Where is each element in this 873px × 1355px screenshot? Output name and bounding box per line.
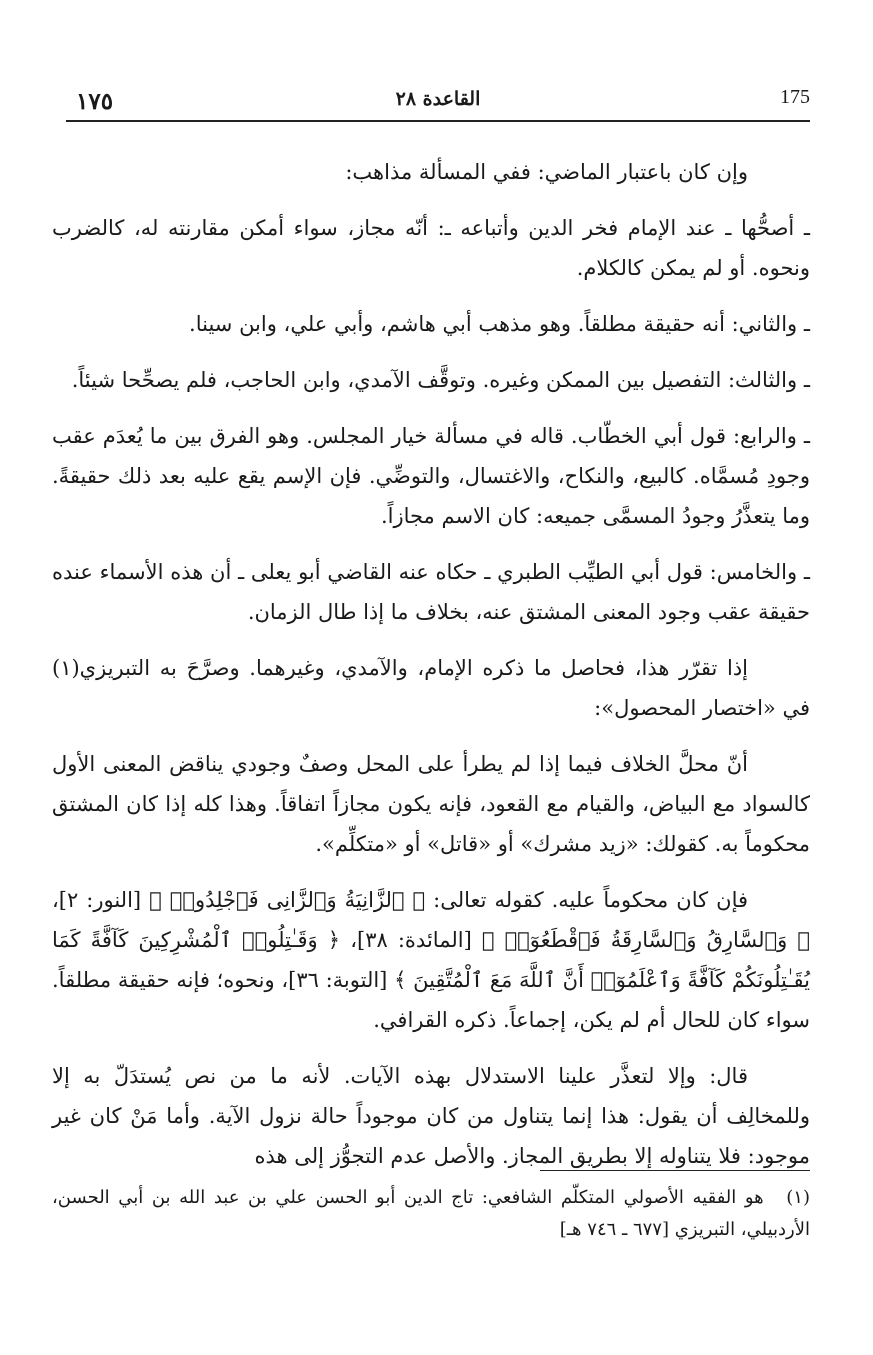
paragraph: إذا تقرّر هذا، فحاصل ما ذكره الإمام، والآمدي، وغيرهما. وصرَّحَ به التبريزي(١) في «اختصار المحصول»: <box>52 656 810 720</box>
paragraph: وإن كان باعتبار الماضي: ففي المسألة مذاهب: <box>345 160 748 184</box>
page-number-latin: 175 <box>780 86 810 108</box>
paragraph: قال: وإلا لتعذَّر علينا الاستدلال بهذه الآيات. لأنه ما من نص يُستدَلّ به إلا وللمخالِف أن يقول: هذا إنما يتناول من كان موجوداً حالة نزول الآية. وأما مَنْ كان غير موجود: فلا يتناوله إلا بطريق المجاز. والأصل عدم التجوُّز إلى هذه <box>52 1064 810 1168</box>
paragraph: أنّ محلَّ الخلاف فيما إذا لم يطرأ على المحل وصفٌ وجودي يناقض المعنى الأول كالسواد مع البياض، والقيام مع القعود، فإنه يكون مجازاً اتفاقاً. وهذا كله إذا كان المشتق محكوماً به. كقولك: «زيد مشرك» أو «قاتل» أو «متكلِّم». <box>52 752 810 856</box>
footnote-number: (١) <box>786 1187 810 1208</box>
footnote <box>52 1182 810 1246</box>
paragraph: ـ أصحُّها ـ عند الإمام فخر الدين وأتباعه ـ: أنّه مجاز، سواء أمكن مقارنته له، كالضرب ونحوه. أو لم يمكن كالكلام. <box>52 216 810 280</box>
paragraph: ـ والثالث: التفصيل بين الممكن وغيره. وتوقَّف الآمدي، وابن الحاجب، فلم يصحِّحا شيئاً. <box>71 368 810 392</box>
running-title: القاعدة ٢٨ <box>395 88 481 110</box>
page-body <box>52 152 810 1192</box>
page-number-arabic: ١٧٥ <box>76 88 114 115</box>
footnote-text: هو الفقيه الأصولي المتكلّم الشافعي: تاج الدين أبو الحسن علي بن عبد الله بن أبي الحسن، الأردبيلي، التبريزي [٦٧٧ ـ ٧٤٦ هـ] <box>52 1187 810 1240</box>
header-rule <box>66 120 810 122</box>
paragraph: ـ والخامس: قول أبي الطيِّب الطبري ـ حكاه عنه القاضي أبو يعلى ـ أن هذه الأسماء عنده حقيقة عقب وجود المعنى المشتق عنه، بخلاف ما إذا طال الزمان. <box>52 560 810 624</box>
footnote-rule <box>540 1170 810 1171</box>
paragraph-with-verses: فإن كان محكوماً عليه. كقوله تعالى: ﴿ ٱلزَّانِيَةُ وَٱلزَّانِى فَٱجْلِدُوا۟ ﴾ [النور: ٢]، ﴿ وَٱلسَّارِقُ وَٱلسَّارِقَةُ فَٱقْطَعُوٓا۟ ﴾ [المائدة: ٣٨]، ﴿ وَقَـٰتِلُوا۟ ٱلْمُشْرِكِينَ كَآفَّةً كَمَا يُقَـٰتِلُونَكُمْ كَآفَّةً وَٱعْلَمُوٓا۟ أَنَّ ٱللَّهَ مَعَ ٱلْمُتَّقِينَ ﴾ [التوبة: ٣٦]، ونحوه؛ فإنه حقيقة مطلقاً. سواء كان للحال أم لم يكن، إجماعاً. ذكره القرافي. <box>52 888 810 1032</box>
page-header <box>66 80 810 116</box>
paragraph: ـ والرابع: قول أبي الخطّاب. قاله في مسألة خيار المجلس. وهو الفرق بين ما يُعدَم عقب وجودِ مُسمَّاه. كالبيع، والنكاح، والاغتسال، والتوضِّي. فإن الإسم يقع عليه بعد ذلك حقيقةً. وما يتعذَّرُ وجودُ المسمَّى جميعه: كان الاسم مجازاً. <box>52 424 810 528</box>
paragraph: ـ والثاني: أنه حقيقة مطلقاً. وهو مذهب أبي هاشم، وأبي علي، وابن سينا. <box>189 312 810 336</box>
